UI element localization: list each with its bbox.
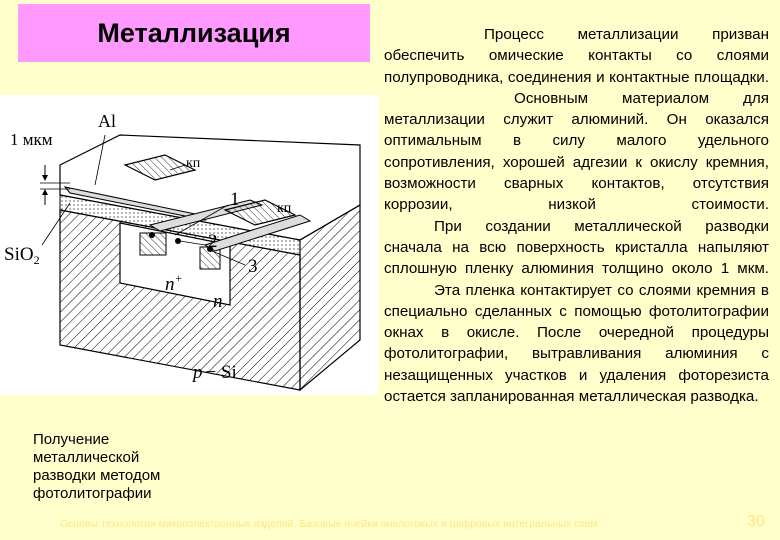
body-text [384, 24, 769, 407]
n-label: n [213, 291, 223, 312]
paragraph-3: При создании металлической разводки сначала на всю поверхность кристалла напыляют сплошную пленку алюминия толщино около 1 мкм. [384, 217, 769, 278]
paragraph-1: Процесс металлизации призван обеспечить омические контакты со слоями полупроводника, соединения и контактные площадки. [384, 26, 769, 86]
contact-point-1 [149, 232, 155, 238]
footer-text: Основы технологии микроэлектронных изделий. Базовые ячейки аналоговых и цифровых интегральных схем [60, 518, 598, 530]
paragraph-4: Эта пленка контактирует со слоями кремния в специально сделанных с помощью фотолитографии окнах в окисле. После очередной процедуры фотолитографии, вытравливания алюминия с незащищенных участков и удаления фоторезиста остается запланированная металлическая разводка. [384, 281, 769, 406]
page-title: Металлизация [97, 17, 291, 48]
title-box [18, 4, 370, 62]
label-3: 3 [248, 256, 258, 277]
page-number: 30 [747, 513, 765, 530]
figure-caption: Получение металлической разводки методом фотолитографии [33, 431, 161, 502]
thickness-label: 1 мкм [10, 130, 53, 149]
al-label: Al [98, 111, 116, 131]
sio2-label: SiO$_2$ [4, 244, 40, 267]
substrate-label: p − Si [193, 362, 237, 383]
metallization-figure [0, 95, 378, 395]
metallization-diagram [0, 95, 378, 395]
paragraph-2: Основным материалом для металлизации служит алюминий. Он оказался оптимальным в силу малого удельного сопротивления, хорошей адгезии к окислу кремния, возможности сварных контактов, отсутствия коррозии, низкой стоимости. [384, 89, 769, 214]
contact-pad-label-1: кп [186, 156, 201, 171]
label-1: 1 [230, 189, 240, 210]
contact-pad-label-2: кп [277, 201, 292, 216]
label-2: 2 [208, 231, 218, 252]
nplus-label: n+ [165, 271, 183, 295]
